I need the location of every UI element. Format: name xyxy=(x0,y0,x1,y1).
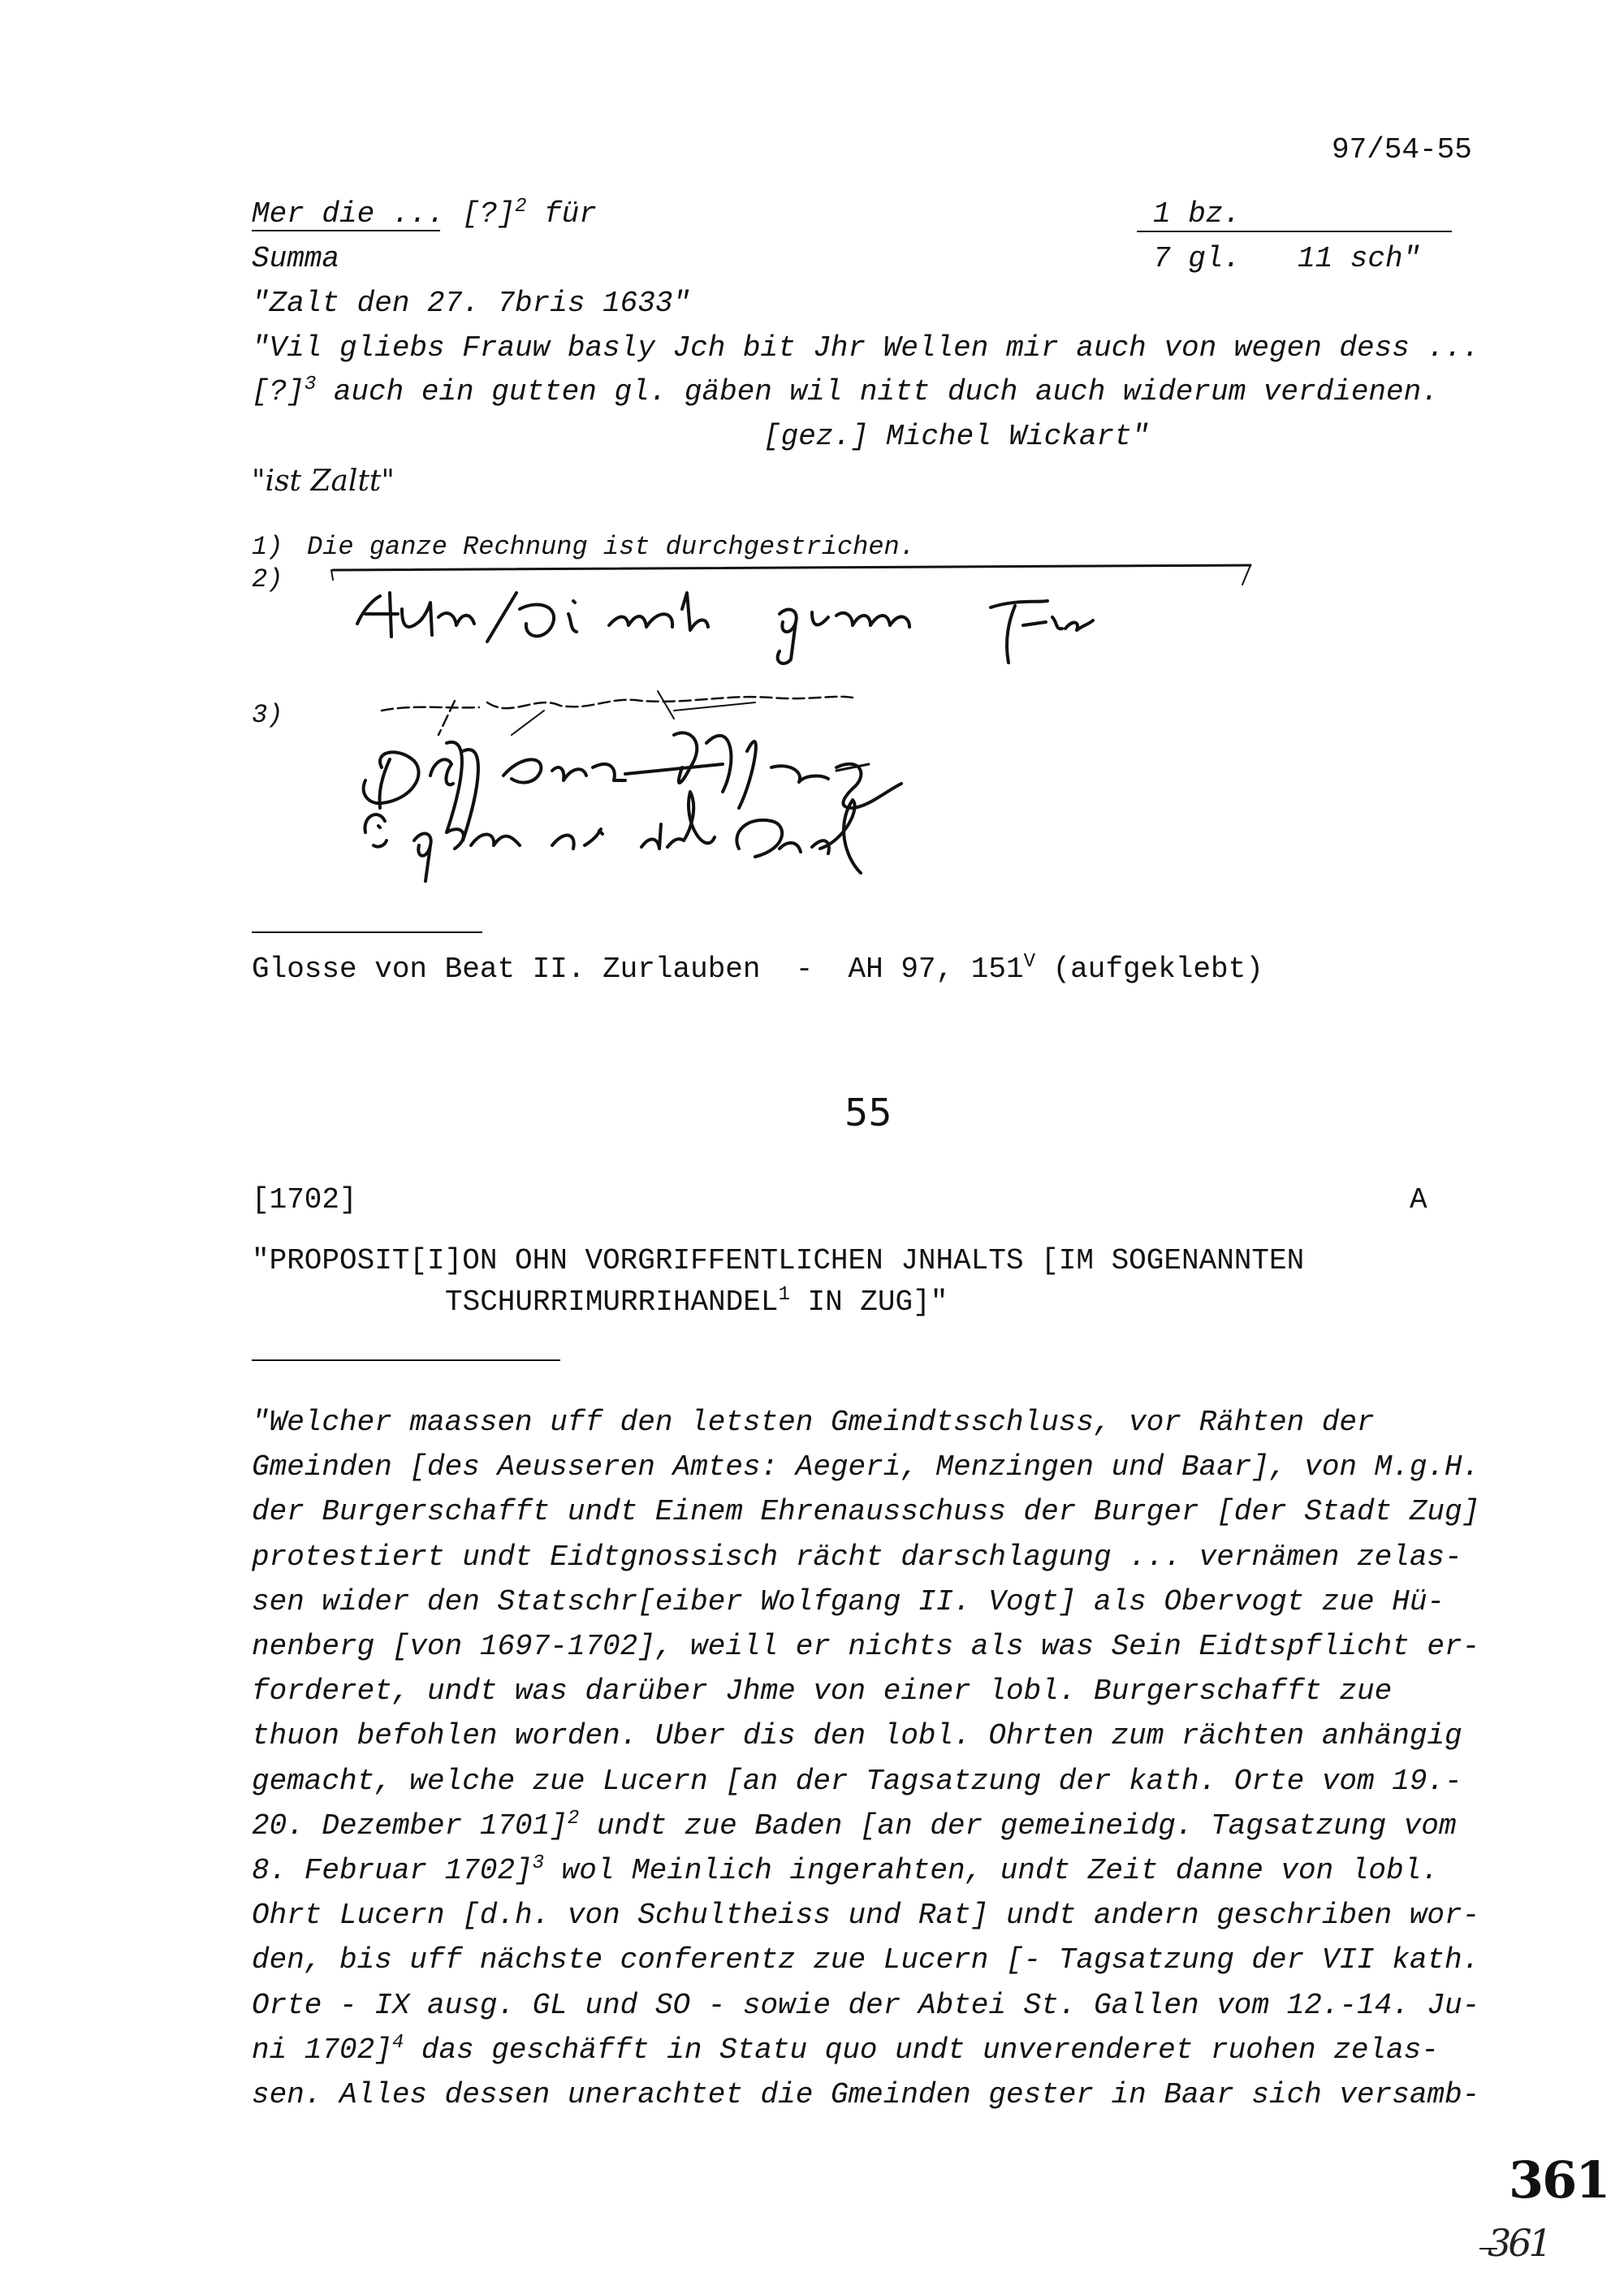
body-line xyxy=(252,1848,1518,1893)
body-line-text: 20. Dezember 1701] xyxy=(252,1808,568,1843)
quote-line-1: "Zalt den 27. 7bris 1633" xyxy=(252,287,691,320)
footnote-3-number: 3) xyxy=(252,700,283,730)
footnote-ref-1: 1 xyxy=(778,1284,790,1306)
footnote-2-number: 2) xyxy=(252,564,283,594)
body-line xyxy=(252,2028,1518,2072)
account-row-1-text: Mer die ... xyxy=(252,197,445,231)
account-row-1-label xyxy=(252,197,597,231)
body-line: Orte - IX ausg. GL und SO - sowie der Abtei St. Gallen vom 12.-14. Ju- xyxy=(252,1988,1480,2022)
quote-line-2: "Vil gliebs Frauw basly Jch bit Jhr Wellen mir auch von wegen dess ... xyxy=(252,331,1480,365)
heading-line-2 xyxy=(445,1286,948,1319)
body-line xyxy=(252,1804,1518,1848)
account-row-1-tail: für xyxy=(544,197,597,231)
body-line: Ohrt Lucern [d.h. von Schultheiss und Rat] undt andern geschriben wor- xyxy=(252,1899,1480,1933)
body-line: den, bis uff nächste conferentz zue Lucern [- Tagsatzung der VII kath. xyxy=(252,1943,1480,1977)
body-line: gemacht, welche zue Lucern [an der Tagsatzung der kath. Orte vom 19.- xyxy=(252,1764,1462,1798)
page-number-stamp: 361 xyxy=(1509,2150,1609,2210)
body-line: sen. Alles dessen unerachtet die Gmeinden gester in Baar sich versamb- xyxy=(252,2078,1480,2112)
footnote-ref-3: 3 xyxy=(304,374,317,395)
handwriting-image-footnote-2 xyxy=(325,560,1267,674)
footnote-separator xyxy=(252,931,482,933)
body-line-text: wol Meinlich ingerahten, undt Zeit danne von lobl. xyxy=(544,1854,1439,1888)
handwriting-image-footnote-3 xyxy=(349,686,999,897)
body-text xyxy=(252,1400,1518,2117)
quote-line-3-mark: [?] xyxy=(252,375,304,408)
heading-line-2-text: TSCHURRIMURRIHANDEL xyxy=(445,1286,779,1319)
body-line: protestiert undt Eidtgnossisch rächt darschlagung ... vernämen zelas- xyxy=(252,1540,1462,1574)
body-line-text: ni 1702] xyxy=(252,2033,392,2067)
body-line: Gmeinden [des Aeusseren Amtes: Aegeri, Menzingen und Baar], von M.g.H. xyxy=(252,1450,1480,1484)
quote-line-3-text: auch ein gutten gl. gäben wil nitt duch auch widerum verdienen. xyxy=(316,375,1439,408)
body-line-text: 8. Februar 1702] xyxy=(252,1854,533,1888)
footnote-1-number: 1) xyxy=(252,532,283,562)
body-line: sen wider den Statschr[eiber Wolfgang II. Vogt] als Obervogt zue Hü- xyxy=(252,1584,1445,1618)
paid-note: "ist Zaltt" xyxy=(252,465,395,498)
gloss-superscript: V xyxy=(1023,951,1035,973)
sum-rule xyxy=(1137,231,1452,232)
gloss-text: Glosse von Beat II. Zurlauben - AH 97, 151 xyxy=(252,953,1024,986)
footnote-ref-4: 4 xyxy=(391,2031,404,2054)
document-letter: A xyxy=(1410,1183,1427,1216)
pencil-dash xyxy=(1479,2248,1497,2249)
footnote-ref-2: 2 xyxy=(567,1807,580,1830)
body-line-text: undt zue Baden [an der gemeineidg. Tagsatzung vom xyxy=(579,1808,1457,1843)
page-number-pencil: 361 xyxy=(1488,2221,1549,2265)
document-reference: 97/54-55 xyxy=(1332,133,1472,166)
body-line: thuon befohlen worden. Uber dis den lobl. Ohrten zum rächten anhängig xyxy=(252,1719,1462,1753)
gloss-line xyxy=(252,953,1263,986)
footnote-ref-3: 3 xyxy=(532,1852,545,1875)
signature-line: [gez.] Michel Wickart" xyxy=(763,420,1150,453)
heading-line-1: "PROPOSIT[I]ON OHN VORGRIFFENTLICHEN JNHALTS [IM SOGENANNTEN xyxy=(252,1244,1305,1277)
underline-row-1 xyxy=(252,230,440,231)
footnote-ref-2: 2 xyxy=(515,196,527,218)
account-row-2-amount-sch: 11 sch" xyxy=(1298,242,1421,275)
account-row-1-amount: 1 bz. xyxy=(1153,197,1242,231)
quote-line-3 xyxy=(252,375,1439,408)
gloss-text-tail: (aufgeklebt) xyxy=(1034,953,1263,986)
account-row-2-amount-gl: 7 gl. xyxy=(1153,242,1242,275)
body-line: "Welcher maassen uff den letsten Gmeindtsschluss, vor Rähten der xyxy=(252,1406,1375,1439)
document-number: 55 xyxy=(844,1091,892,1134)
account-row-1-mark: [?] xyxy=(462,197,516,231)
body-line-text: das geschäfft in Statu quo undt unverenderet ruohen zelas- xyxy=(404,2033,1439,2067)
document-date: [1702] xyxy=(252,1183,357,1216)
footnote-1-text: Die ganze Rechnung ist durchgestrichen. xyxy=(307,532,915,562)
heading-line-2-tail: IN ZUG]" xyxy=(789,1286,948,1319)
account-row-2-label: Summa xyxy=(252,242,340,275)
body-line: nenberg [von 1697-1702], weill er nichts als was Sein Eidtspflicht er- xyxy=(252,1630,1480,1664)
heading-separator xyxy=(252,1359,560,1361)
body-line: forderet, undt was darüber Jhme von einer lobl. Burgerschafft zue xyxy=(252,1675,1393,1709)
body-line: der Burgerschafft undt Einem Ehrenausschuss der Burger [der Stadt Zug] xyxy=(252,1495,1480,1529)
